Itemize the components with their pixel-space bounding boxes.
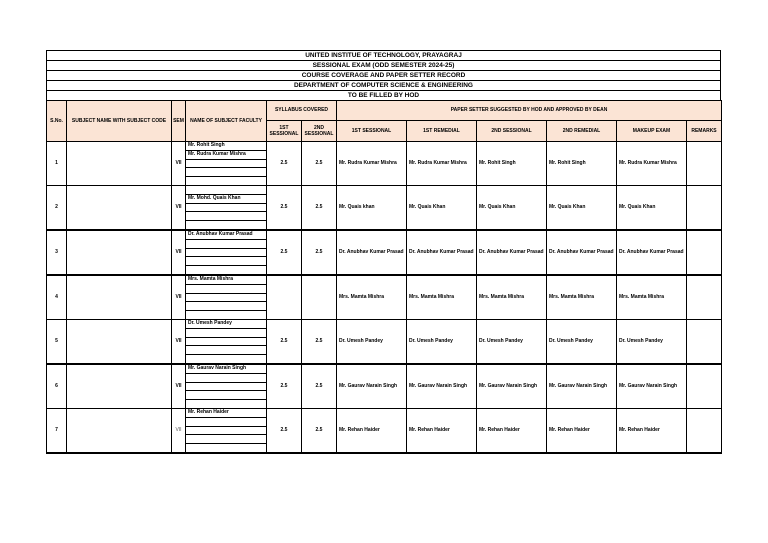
row-sem: VII [172,364,186,408]
row-remarks [687,142,722,186]
row-subject [67,319,172,363]
row-syllabus-1st: 2.5 [267,185,302,229]
faculty-slot [186,249,266,258]
record-title: COURSE COVERAGE AND PAPER SETTER RECORD [46,70,721,80]
header-paper-setter: PAPER SETTER SUGGESTED BY HOD AND APPROVED BY DEAN [337,101,722,121]
row-remarks [687,364,722,408]
faculty-slot: Mr. Rohit Singh [186,142,266,151]
row-1st-remedial: Mrs. Mamta Mishra [407,275,477,319]
record-sheet [46,50,721,454]
row-2nd-sessional: Mrs. Mamta Mishra [477,275,547,319]
row-syllabus-1st: 2.5 [267,408,302,452]
table-row [47,319,722,363]
row-faculty [186,230,267,275]
header-faculty: NAME OF SUBJECT FACULTY [186,101,267,142]
header-1st-remedial: 1ST REMEDIAL [407,121,477,142]
faculty-slot [186,186,266,195]
faculty-slot: Dr. Umesh Pandey [186,320,266,329]
faculty-slot [186,266,266,274]
row-makeup-exam: Mr. Quais Khan [617,185,687,229]
faculty-slot [186,400,266,408]
paper-setter-table [46,100,722,454]
row-sno: 4 [47,275,67,319]
header-2nd-sessional: 2ND SESSIONAL [477,121,547,142]
row-2nd-remedial: Mr. Gaurav Narain Singh [547,364,617,408]
faculty-slot [186,355,266,363]
row-1st-remedial: Mr. Rehan Haider [407,408,477,452]
row-faculty [186,364,267,408]
table-row [47,185,722,229]
row-makeup-exam: Dr. Anubhav Kumar Prasad [617,230,687,275]
header-makeup-exam: MAKEUP EXAM [617,121,687,142]
row-faculty [186,142,267,186]
row-makeup-exam: Mr. Rudra Kumar Mishra [617,142,687,186]
table-row [47,408,722,452]
row-syllabus-1st: 2.5 [267,230,302,275]
row-2nd-sessional: Dr. Anubhav Kumar Prasad [477,230,547,275]
faculty-slot [186,427,266,436]
faculty-slot [186,374,266,383]
row-sno: 1 [47,142,67,186]
fill-instruction: TO BE FILLED BY HOD [46,90,721,100]
row-syllabus-1st: 2.5 [267,364,302,408]
row-subject [67,142,172,186]
row-1st-sessional: Mrs. Mamta Mishra [337,275,407,319]
table-row [47,364,722,408]
row-syllabus-2nd: 2.5 [302,408,337,452]
faculty-slot [186,338,266,347]
row-subject [67,275,172,319]
row-makeup-exam: Dr. Umesh Pandey [617,319,687,363]
row-2nd-sessional: Mr. Gaurav Narain Singh [477,364,547,408]
row-subject [67,364,172,408]
row-faculty [186,408,267,452]
row-remarks [687,275,722,319]
row-2nd-remedial: Mr. Quais Khan [547,185,617,229]
faculty-slot [186,160,266,169]
faculty-slot [186,383,266,392]
faculty-slot [186,418,266,427]
row-2nd-remedial: Mr. Rohit Singh [547,142,617,186]
faculty-slot [186,240,266,249]
row-sem: VII [172,408,186,452]
row-remarks [687,319,722,363]
row-1st-remedial: Dr. Anubhav Kumar Prasad [407,230,477,275]
faculty-slot [186,168,266,177]
header-sem: SEM [172,101,186,142]
faculty-slot [186,391,266,400]
faculty-slot [186,329,266,338]
row-1st-remedial: Mr. Quais Khan [407,185,477,229]
institute-title: UNITED INSTITUE OF TECHNOLOGY, PRAYAGRAJ [46,50,721,60]
faculty-slot [186,257,266,266]
row-1st-sessional: Mr. Rudra Kumar Mishra [337,142,407,186]
faculty-slot: Mrs. Mamta Mishra [186,276,266,285]
row-1st-remedial: Mr. Rudra Kumar Mishra [407,142,477,186]
row-2nd-remedial: Dr. Umesh Pandey [547,319,617,363]
faculty-slot [186,435,266,444]
faculty-slot [186,302,266,311]
row-2nd-sessional: Dr. Umesh Pandey [477,319,547,363]
row-sno: 6 [47,364,67,408]
faculty-slot [186,204,266,213]
row-makeup-exam: Mrs. Mamta Mishra [617,275,687,319]
row-subject [67,185,172,229]
row-syllabus-2nd: 2.5 [302,319,337,363]
row-syllabus-2nd: 2.5 [302,364,337,408]
row-sno: 2 [47,185,67,229]
row-syllabus-2nd: 2.5 [302,230,337,275]
row-1st-sessional: Mr. Quais khan [337,185,407,229]
faculty-slot [186,285,266,294]
row-2nd-remedial: Mrs. Mamta Mishra [547,275,617,319]
row-1st-sessional: Dr. Anubhav Kumar Prasad [337,230,407,275]
department-title: DEPARTMENT OF COMPUTER SCIENCE & ENGINEERING [46,80,721,90]
row-2nd-sessional: Mr. Rehan Haider [477,408,547,452]
row-sem: VII [172,275,186,319]
row-2nd-remedial: Mr. Rehan Haider [547,408,617,452]
header-remarks: REMARKS [687,121,722,142]
row-makeup-exam: Mr. Gaurav Narain Singh [617,364,687,408]
row-2nd-sessional: Mr. Rohit Singh [477,142,547,186]
header-syllabus-2nd: 2ND SESSIONAL [302,121,337,142]
row-faculty [186,275,267,319]
row-syllabus-2nd: 2.5 [302,185,337,229]
table-row [47,142,722,186]
header-subject: SUBJECT NAME WITH SUBJECT CODE [67,101,172,142]
header-1st-sessional: 1ST SESSIONAL [337,121,407,142]
header-sno: S.No. [47,101,67,142]
faculty-slot: Mr. Rudra Kumar Mishra [186,151,266,160]
row-sno: 3 [47,230,67,275]
faculty-slot [186,294,266,303]
faculty-slot [186,311,266,319]
row-sem: VII [172,142,186,186]
row-syllabus-1st: 2.5 [267,142,302,186]
row-remarks [687,408,722,452]
table-row [47,230,722,275]
row-2nd-remedial: Dr. Anubhav Kumar Prasad [547,230,617,275]
faculty-slot [186,346,266,355]
exam-title: SESSIONAL EXAM (ODD SEMESTER 2024-25) [46,60,721,70]
faculty-slot [186,444,266,452]
row-faculty [186,319,267,363]
row-subject [67,230,172,275]
row-faculty [186,185,267,229]
faculty-slot: Mr. Gaurav Narain Singh [186,365,266,374]
row-remarks [687,230,722,275]
row-sno: 5 [47,319,67,363]
row-sem: VII [172,319,186,363]
row-syllabus-2nd: 2.5 [302,142,337,186]
row-1st-sessional: Dr. Umesh Pandey [337,319,407,363]
row-1st-remedial: Dr. Umesh Pandey [407,319,477,363]
row-syllabus-1st [267,275,302,319]
row-sem: VII [172,230,186,275]
faculty-slot [186,177,266,185]
row-sem: VII [172,185,186,229]
faculty-slot [186,221,266,229]
row-sno: 7 [47,408,67,452]
row-remarks [687,185,722,229]
row-syllabus-2nd [302,275,337,319]
header-syllabus-1st: 1ST SESSIONAL [267,121,302,142]
header-syllabus-covered: SYLLABUS COVERED [267,101,337,121]
header-2nd-remedial: 2ND REMEDIAL [547,121,617,142]
row-subject [67,408,172,452]
row-1st-remedial: Mr. Gaurav Narain Singh [407,364,477,408]
faculty-slot [186,212,266,221]
row-syllabus-1st: 2.5 [267,319,302,363]
faculty-slot: Mr. Mohd. Quais Khan [186,195,266,204]
faculty-slot: Mr. Rehan Haider [186,409,266,418]
row-1st-sessional: Mr. Gaurav Narain Singh [337,364,407,408]
faculty-slot: Dr. Anubhav Kumar Prasad [186,231,266,240]
row-makeup-exam: Mr. Rehan Haider [617,408,687,452]
table-row [47,275,722,319]
row-2nd-sessional: Mr. Quais Khan [477,185,547,229]
row-1st-sessional: Mr. Rehan Haider [337,408,407,452]
